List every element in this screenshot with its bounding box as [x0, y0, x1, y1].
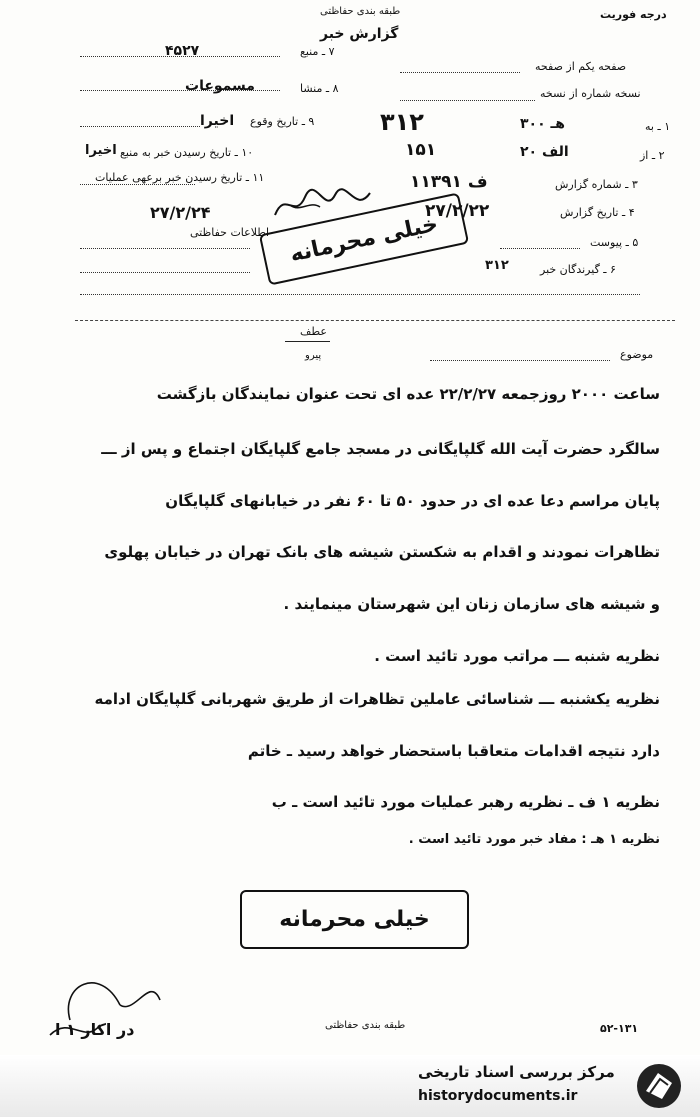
field-date-occurred-value: اخیرا — [200, 113, 235, 129]
report-line-6: نظریه شنبه ـــ مراتب مورد تائید است . — [374, 647, 660, 665]
field-report-date-label: ۴ ـ تاریخ گزارش — [560, 206, 635, 219]
report-line-1: ساعت ۲۰۰۰ روزجمعه ۲۲/۲/۲۷ عده ای تحت عنوان نمایندگان بازگشت — [156, 385, 660, 403]
field-date-source-value: اخیرا — [85, 143, 117, 158]
watermark-logo-icon — [632, 1061, 686, 1111]
report-line-7: نظریه یکشنبه ـــ شناسائی عاملین تظاهرات از طریق شهربانی گلپایگان ادامه — [94, 690, 660, 708]
dotted-line — [80, 184, 195, 185]
report-line-2: سالگرد حضرت آیت الله گلپایگانی در مسجد جامع گلپایگان اجتماع و پس از ـــ — [101, 440, 660, 458]
form-number: ۵۲-۱۳۱ — [600, 1022, 639, 1035]
field-date-ops-label: ۱۱ ـ تاریخ رسیدن خبر برعهی عملیات — [95, 171, 265, 184]
dotted-line — [80, 90, 280, 91]
field-attached-label: عطف — [300, 325, 327, 338]
dotted-line — [430, 360, 610, 361]
classification-bottom: طبقه بندی حفاظتی — [325, 1020, 406, 1031]
dotted-line — [80, 248, 250, 249]
field-source-value: ۴۵۲۷ — [165, 43, 200, 59]
field-copy-label: نسخه شماره از نسخه — [540, 87, 641, 100]
field-report-number-value: ۱۱۳۹۱ ف — [410, 172, 488, 192]
field-ops-dept-label: اطلاعات حفاظتی — [190, 226, 270, 239]
dotted-line — [80, 126, 200, 127]
report-line-4: تظاهرات نمودند و اقدام به شکستن شیشه های بانک تهران در خیابان پهلوی — [104, 543, 660, 561]
dotted-line — [80, 294, 640, 295]
field-ops-date-value: ۲۷/۲/۲۴ — [150, 203, 211, 222]
field-from-value: ۲۰ الف — [520, 144, 569, 160]
field-from-number: ۱۵۱ — [405, 140, 437, 160]
field-subject-label: موضوع — [620, 348, 654, 361]
report-line-3: پایان مراسم دعا عده ای در حدود ۵۰ تا ۶۰ نفر در خیابانهای گلپایگان — [165, 492, 660, 510]
divider — [285, 341, 330, 342]
dotted-line — [80, 56, 280, 57]
field-page-label: صفحه یکم از صفحه — [535, 60, 627, 73]
field-date-occurred-label: ۹ ـ تاریخ وقوع — [250, 115, 315, 128]
dotted-line — [500, 248, 580, 249]
dotted-line — [400, 100, 535, 101]
report-line-10: نظریه ۱ هـ : مفاد خبر مورد تائید است . — [408, 832, 660, 847]
field-report-number-label: ۳ ـ شماره گزارش — [555, 178, 638, 191]
form-title: گزارش خبر — [320, 26, 399, 42]
field-to-value: ۳۰۰ هـ — [520, 116, 566, 132]
field-attachment-label: ۵ ـ پیوست — [590, 236, 639, 249]
watermark-bar — [0, 1055, 700, 1117]
watermark-text-en: historydocuments.ir — [418, 1088, 578, 1104]
divider — [75, 320, 675, 321]
field-source-label: ۷ ـ منبع — [300, 45, 335, 58]
field-origin-value: مسموعات — [185, 78, 255, 94]
watermark-text-fa: مرکز بررسی اسناد تاریخی — [418, 1063, 615, 1081]
report-line-9: نظریه ۱ ف ـ نظریه رهبر عملیات مورد تائید است ـ ب — [271, 793, 660, 811]
field-recipients-value: ۳۱۲ — [485, 258, 509, 273]
field-report-date-value: ۲۷/۲/۲۲ — [425, 201, 490, 221]
field-from-label: ۲ ـ از — [640, 149, 665, 162]
top-secret-stamp-bottom — [240, 890, 469, 949]
report-line-5: و شیشه های سازمان زنان این شهرستان مینمایند . — [283, 595, 660, 613]
field-to-number: ۳۱۲ — [380, 108, 424, 136]
field-origin-label: ۸ ـ منشا — [300, 82, 339, 95]
field-recipients-label: ۶ ـ گیرندگان خبر — [540, 263, 616, 276]
field-separate-label: پیرو — [305, 350, 322, 361]
degree-urgency: درجه فوریت — [600, 8, 667, 21]
handwritten-note-bottom: در اکار ۱ ا — [55, 1020, 135, 1039]
classification-top: طبقه بندی حفاظتی — [320, 6, 401, 17]
top-secret-stamp-text: خیلی محرمانه — [287, 211, 441, 267]
report-line-8: دارد نتیجه اقدامات متعاقبا باستحضار خواهد رسید ـ خاتم — [247, 742, 660, 760]
top-secret-stamp-bottom-text: خیلی محرمانه — [279, 907, 430, 932]
field-to-label: ۱ ـ به — [645, 120, 671, 133]
dotted-line — [400, 72, 520, 73]
field-date-source-label: ۱۰ ـ تاریخ رسیدن خبر به منبع — [120, 146, 254, 159]
dotted-line — [80, 272, 250, 273]
